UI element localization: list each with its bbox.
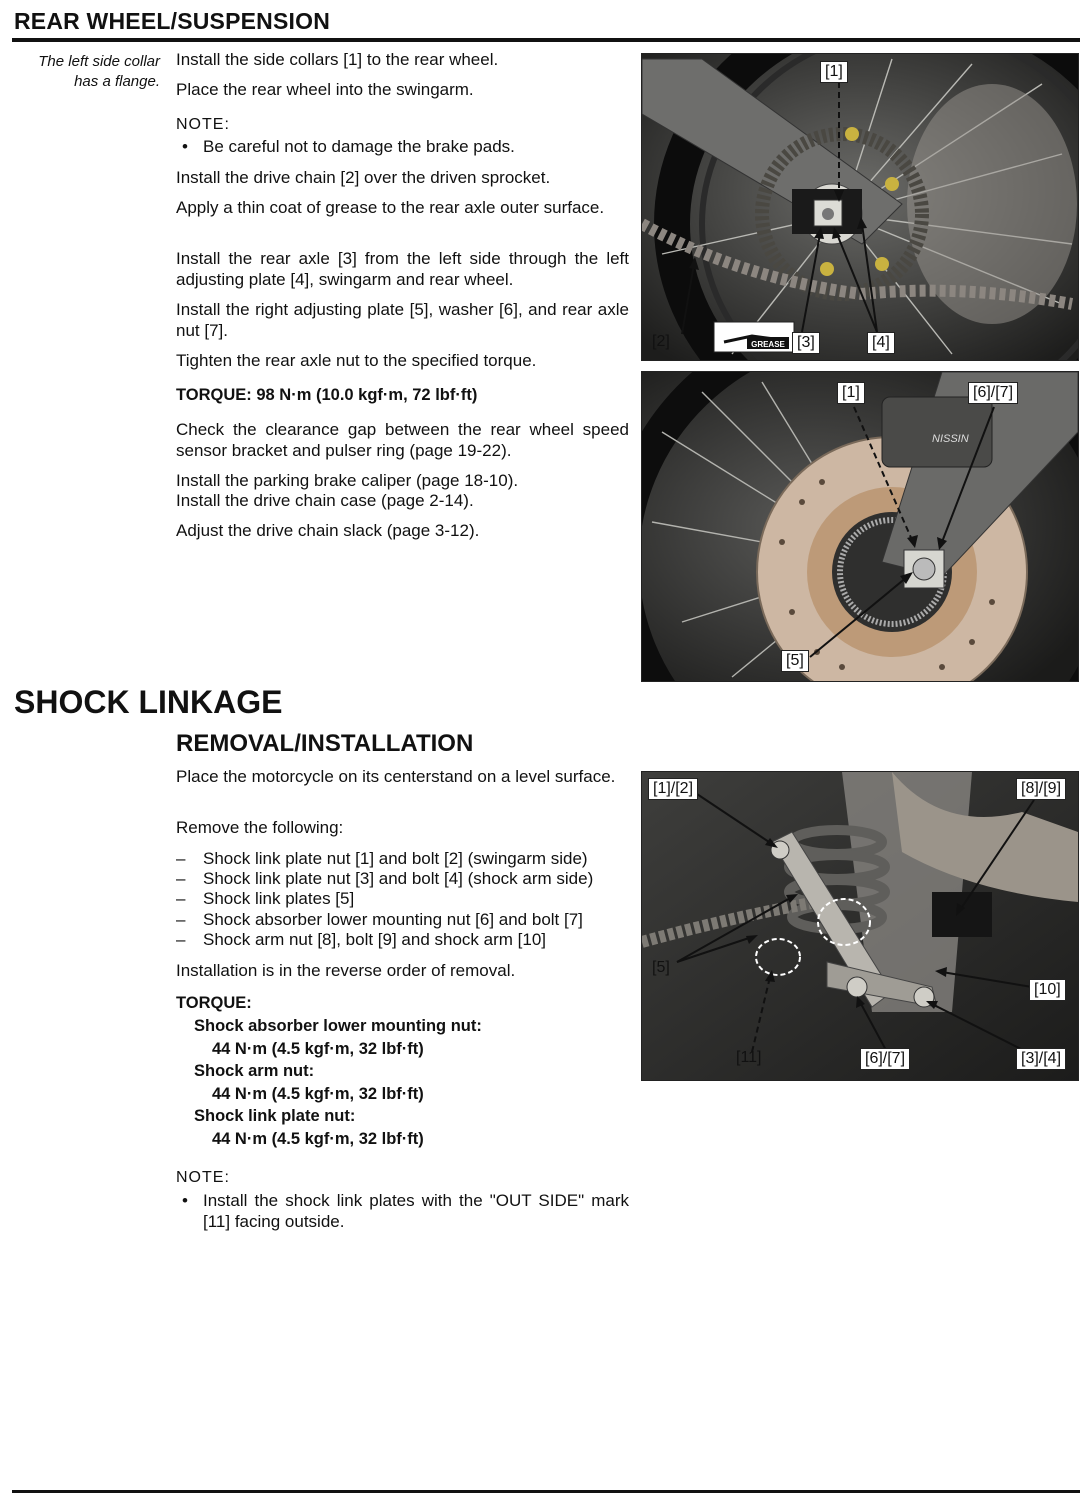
shock-linkage-photo xyxy=(641,771,1079,1081)
callout-right-adjusting-plate: [5] xyxy=(781,650,809,672)
step-reverse-order: Installation is in the reverse order of removal. xyxy=(176,961,516,980)
list-dash: – xyxy=(176,930,186,949)
step-apply-grease: Apply a thin coat of grease to the rear axle outer surface. xyxy=(176,198,605,217)
step-tighten-nut: Tighten the rear axle nut to the specified torque. xyxy=(176,351,537,370)
callout-out-side-mark: [11] xyxy=(736,1049,762,1066)
callout-lower-mount-nut-bolt: [6]/[7] xyxy=(860,1048,910,1070)
note-out-side-mark: Install the shock link plates with the "OUT SIDE" mark [11] facing outside. xyxy=(203,1191,629,1231)
grease-label: GREASE xyxy=(751,340,785,349)
rear-wheel-left-illustration xyxy=(642,54,1078,360)
callout-side-collar-right: [1] xyxy=(837,382,865,404)
callout-left-adjusting-plate: [4] xyxy=(867,332,895,354)
torque-name-shock-arm: Shock arm nut: xyxy=(194,1062,315,1080)
caliper-brand-label: NISSIN xyxy=(932,433,969,445)
list-dash: – xyxy=(176,869,186,888)
step-install-plate: Install the right adjusting plate [5], washer [6], and rear axle nut [7]. xyxy=(176,300,629,340)
rear-wheel-right-illustration xyxy=(642,372,1078,681)
step-install-chain-case: Install the drive chain case (page 2-14). xyxy=(176,491,474,510)
torque-label: TORQUE: xyxy=(176,386,252,404)
callout-shock-arm-nut-bolt: [8]/[9] xyxy=(1016,778,1066,800)
callout-rear-axle: [3] xyxy=(792,332,820,354)
step-install-collars: Install the side collars [1] to the rear wheel. xyxy=(176,50,499,69)
shock-note-label: NOTE: xyxy=(176,1169,230,1186)
step-check-clearance: Check the clearance gap between the rear wheel speed sensor bracket and pulser ring (page 19-22). xyxy=(176,420,629,460)
callout-side-collar: [1] xyxy=(820,61,848,83)
list-dash: – xyxy=(176,849,186,868)
step-install-caliper: Install the parking brake caliper (page 18-10). xyxy=(176,471,519,490)
note-brake-pads: Be careful not to damage the brake pads. xyxy=(203,137,515,156)
step-place-motorcycle: Place the motorcycle on its centerstand on a level surface. xyxy=(176,767,616,786)
rear-wheel-left-photo xyxy=(641,53,1079,361)
torque-name-lower-mount: Shock absorber lower mounting nut: xyxy=(194,1017,482,1035)
callout-link-plates: [5] xyxy=(652,959,670,976)
list-item: Shock absorber lower mounting nut [6] and bolt [7] xyxy=(203,910,583,929)
torque-value-shock-arm: 44 N·m (4.5 kgf·m, 32 lbf·ft) xyxy=(212,1085,424,1103)
list-item: Shock link plates [5] xyxy=(203,889,355,908)
rear-wheel-right-photo xyxy=(641,371,1079,682)
section-title: REAR WHEEL/SUSPENSION xyxy=(14,8,331,34)
torque-value-link-plate: 44 N·m (4.5 kgf·m, 32 lbf·ft) xyxy=(212,1130,424,1148)
bullet-mark: • xyxy=(182,137,188,156)
callout-drive-chain: [2] xyxy=(652,333,670,350)
shock-linkage-illustration xyxy=(642,772,1078,1080)
step-install-axle: Install the rear axle [3] from the left side through the left adjusting plate [4], swingarm and rear wheel. xyxy=(176,249,629,289)
list-item: Shock arm nut [8], bolt [9] and shock arm [10] xyxy=(203,930,547,949)
removal-installation-heading: REMOVAL/INSTALLATION xyxy=(176,730,474,757)
torque-spec xyxy=(176,385,477,406)
callout-link-plate-nut-bolt-arm: [3]/[4] xyxy=(1016,1048,1066,1070)
header-rule xyxy=(12,38,1080,42)
list-item: Shock link plate nut [1] and bolt [2] (swingarm side) xyxy=(203,849,588,868)
shock-torque-label: TORQUE: xyxy=(176,994,252,1012)
bullet-mark: • xyxy=(182,1191,188,1210)
footer-rule xyxy=(12,1490,1080,1493)
list-dash: – xyxy=(176,889,186,908)
torque-value-lower-mount: 44 N·m (4.5 kgf·m, 32 lbf·ft) xyxy=(212,1040,424,1058)
note-label: NOTE: xyxy=(176,116,230,133)
callout-washer-axle-nut: [6]/[7] xyxy=(968,382,1018,404)
torque-value: 98 N·m (10.0 kgf·m, 72 lbf·ft) xyxy=(256,386,478,404)
callout-shock-arm: [10] xyxy=(1029,979,1066,1001)
side-note: The left side collar has a flange. xyxy=(38,53,160,90)
shock-linkage-title: SHOCK LINKAGE xyxy=(14,684,283,720)
list-dash: – xyxy=(176,910,186,929)
callout-link-plate-nut-bolt-swingarm: [1]/[2] xyxy=(648,778,698,800)
torque-name-link-plate: Shock link plate nut: xyxy=(194,1107,356,1125)
step-place-wheel: Place the rear wheel into the swingarm. xyxy=(176,80,474,99)
step-remove-following: Remove the following: xyxy=(176,818,344,837)
step-install-chain: Install the drive chain [2] over the driven sprocket. xyxy=(176,168,551,187)
list-item: Shock link plate nut [3] and bolt [4] (shock arm side) xyxy=(203,869,594,888)
step-adjust-slack: Adjust the drive chain slack (page 3-12). xyxy=(176,521,480,540)
